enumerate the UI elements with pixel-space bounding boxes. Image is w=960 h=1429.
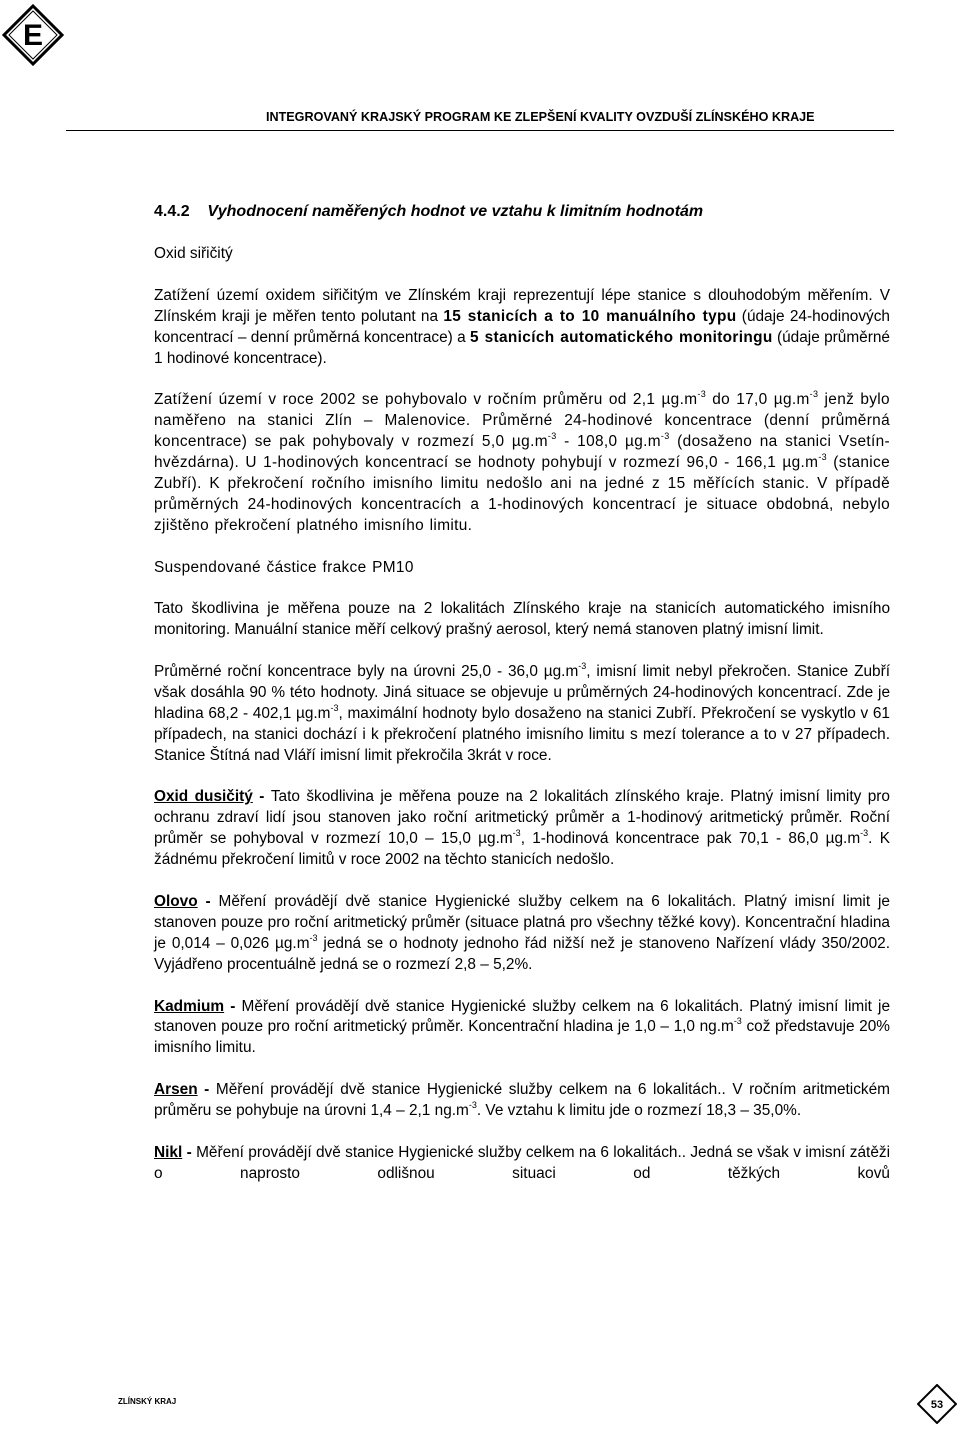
pm10-heading: Suspendované částice frakce PM10 — [154, 558, 414, 576]
logo-letter: E — [22, 19, 44, 52]
no2-paragraph: Oxid dusičitý - Tato škodlivina je měřena pouze na 2 lokalitách zlínského kraje. Platný imisní limity pro ochranu zdraví lidí jsou stanoven jako roční aritmetický průměr a 1-hodinový aritmetický průměr. Roční průměr se pohyboval v rozmezí 10,0 – 15,0 $\mu g.m^{-3}$, 1-hodinová koncentrace pak 70,1 - 86,0 $\mu g.m^{-3}$. K žádnému překročení limitů v roce 2002 na těchto stanicích nedošlo. — [154, 788, 890, 869]
footer-region-name: ZLÍNSKÝ KRAJ — [118, 1397, 177, 1406]
arsenic-term: Arsen — [154, 1081, 198, 1099]
document-header-title: INTEGROVANÝ KRAJSKÝ PROGRAM KE ZLEPŠENÍ KVALITY OVZDUŠÍ ZLÍNSKÉHO KRAJE — [266, 110, 815, 124]
nickel-paragraph: Nikl - Měření provádějí dvě stanice Hygienické služby celkem na 6 lokalitách.. Jedná se však v imisní zátěži o naprosto odlišnou situaci od těžkých kovů — [154, 1143, 890, 1182]
page-number: 53 — [930, 1399, 944, 1411]
section-title: Vyhodnocení naměřených hodnot ve vztahu k limitním hodnotám — [207, 203, 704, 220]
lead-paragraph: Olovo - Měření provádějí dvě stanice Hygienické služby celkem na 6 lokalitách. Platný imisní limit je stanoven pouze pro roční aritmetický průměr (situace platná pro všechny těžké kovy). Koncentrační hladina je 0,014 – 0,026 $\mu g.m^{-3}$ jedná se o hodnoty jednoho řád nižší než je stanoveno Nařízení vlády 350/2002. Vyjádřeno procentuálně jedná se o rozmezí 2,8 – 5,2%. — [154, 892, 890, 973]
so2-heading: Oxid siřičitý — [154, 245, 233, 262]
no2-term: Oxid dusičitý — [154, 788, 253, 806]
nickel-term: Nikl — [154, 1143, 183, 1161]
section-number: 4.4.2 — [154, 203, 190, 220]
document-body — [154, 244, 890, 1206]
so2-paragraph-2: Zatížení území v roce 2002 se pohybovalo v ročním průměru od 2,1 $\mu g.m^{-3}$ do 17,0 $\mu g.m^{-3}$ jenž bylo naměřeno na stanici Zlín – Malenovice. Průměrné 24-hodinové koncentrace (denní průměrná koncentrace) se pak pohybovaly v rozmezí 5,0 $\mu g.m^{-3} - 108,0$ $\mu g.m^{-3}$ (dosaženo na stanici Vsetín-hvězdárna). U 1-hodinových koncentrací se hodnoty pohybují v rozmezí 96,0 - 166,1 $\mu g.m^{-3}$ (stanice Zubří). K překročení ročního imisního limitu nedošlo ani na jedné z 15 měřících stanic. V případě průměrných 24-hodinových koncentracích a 1-hodinových koncentrací je situace obdobná, nebylo zjištěno překročení platného imisního limitu. — [154, 389, 890, 534]
logo — [2, 4, 64, 66]
cadmium-paragraph: Kadmium - Měření provádějí dvě stanice Hygienické služby celkem na 6 lokalitách. Platný imisní limit je stanoven pouze pro roční aritmetický průměr. Koncentrační hladina je 1,0 – 1,0 $ng.m^{-3}$ což představuje 20% imisního limitu. — [154, 997, 891, 1057]
so2-paragraph-1: Zatížení území oxidem siřičitým ve Zlínském kraji reprezentují lépe stanice s dlouhodobým měřením. V Zlínském kraji je měřen tento polutant na 15 stanicích a to 10 manuálního typu (údaje 24-hodinových koncentrací – denní průměrná koncentrace) a 5 stanicích automatického monitoringu (údaje průměrné 1 hodinové koncentrace). — [154, 286, 890, 367]
header-divider — [66, 130, 894, 131]
cadmium-term: Kadmium — [154, 997, 225, 1015]
lead-term: Olovo — [154, 892, 198, 910]
section-heading — [154, 203, 703, 221]
pm10-paragraph-2: Průměrné roční koncentrace byly na úrovni 25,0 - 36,0 $\mu g.m^{-3}$, imisní limit nebyl překročen. Stanice Zubří však dosáhla 90 % této hodnoty. Jiná situace se objevuje u průměrných 24-hodinových koncentrací. Zde je hladina 68,2 - 402,1 $\mu g.m^{-3}$, maximální hodnoty bylo dosaženo na stanici Zubří. Překročení se vyskytlo v 61 případech, na stanici dochází i k překročení platného imisního limitu s mezí tolerance a to v 27 případech. Stanice Štítná nad Vláří imisní limit překročila 3krát v roce. — [154, 660, 890, 764]
page-number-badge — [917, 1384, 957, 1424]
pm10-paragraph-1: Tato škodlivina je měřena pouze na 2 lokalitách Zlínského kraje na stanicích automatického imisního monitoring. Manuální stanice měří celkový prašný aerosol, který nemá stanoven platný imisní limit. — [154, 600, 890, 639]
arsenic-paragraph: Arsen - Měření provádějí dvě stanice Hygienické služby celkem na 6 lokalitách.. V ročním aritmetickém průměru se pohybuje na úrovni 1,4 – 2,1 $ng.m^{-3}$. Ve vztahu k limitu jde o rozmezí 18,3 – 35,0%. — [154, 1081, 890, 1120]
